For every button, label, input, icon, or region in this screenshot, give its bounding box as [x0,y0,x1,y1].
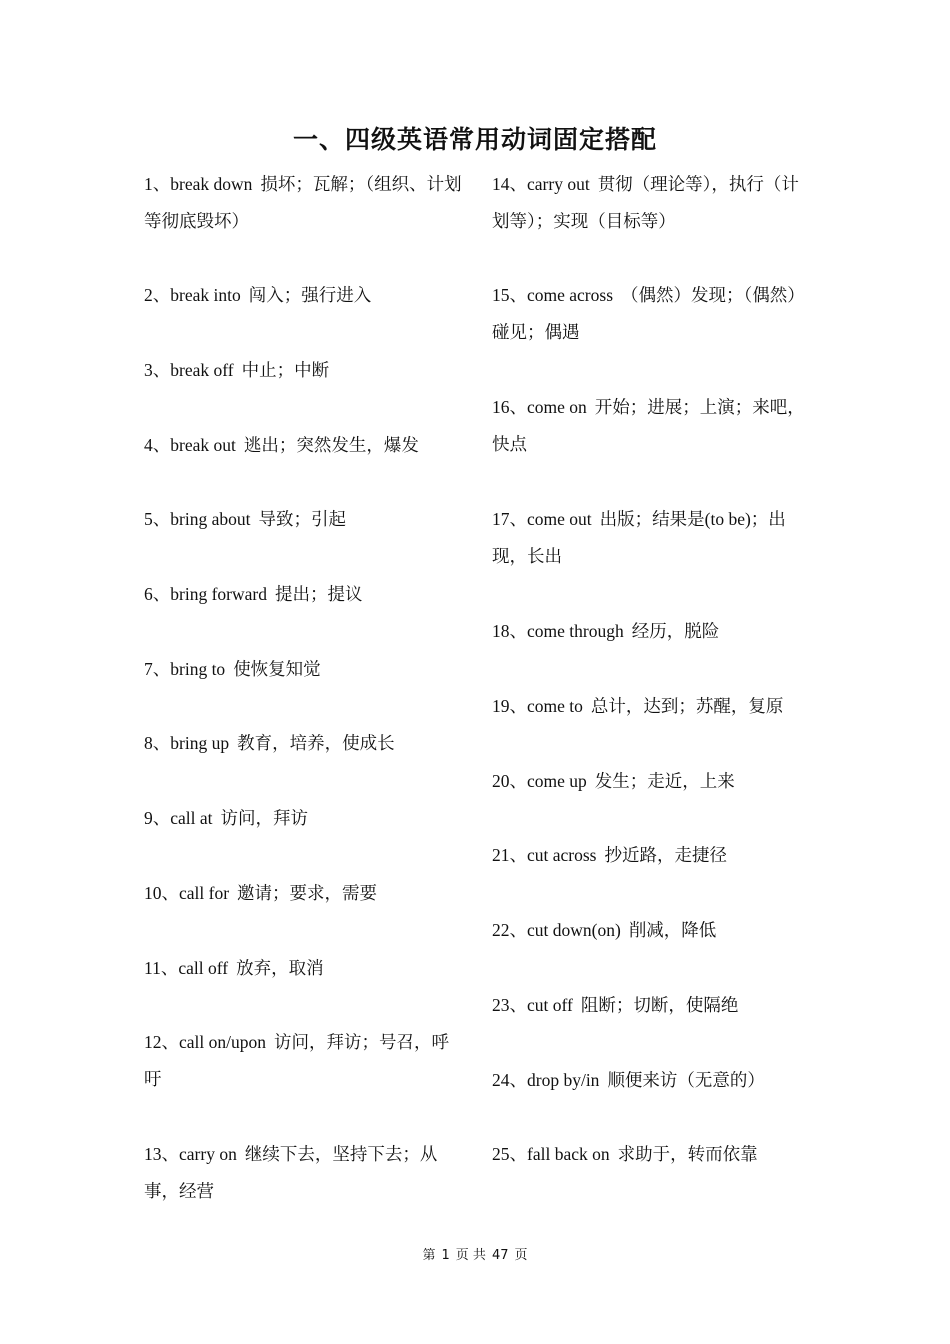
page-title: 一、四级英语常用动词固定搭配 [292,127,657,154]
list-item [144,427,466,464]
entry-term: bring to [170,659,226,679]
entry-number: 20、 [492,771,527,791]
entry-meaning: 削减，降低 [628,920,717,940]
entry-meaning: 顺便来访（无意的） [607,1070,765,1090]
entry-meaning: 贯彻（理论等），执行（计划等）；实现（目标等） [492,174,799,231]
entry-meaning: 中止；中断 [241,360,330,380]
footer-page-number: 1 [441,1248,450,1263]
entry-term: come out [527,509,592,529]
entry-meaning: 访问，拜访；号召，呼吁 [144,1032,449,1089]
entry-meaning: 出版；结果是(to be)；出现，长出 [492,509,786,566]
page-footer [0,1244,950,1263]
footer-middle: 页 共 [455,1248,486,1263]
entry-number: 14、 [492,174,527,194]
entry-term: break into [170,285,241,305]
entry-number: 11、 [144,958,179,978]
entry-meaning: 提出；提议 [274,584,363,604]
entry-number: 25、 [492,1144,527,1164]
entry-number: 23、 [492,995,527,1015]
entry-term: come to [527,696,583,716]
entry-term: call at [170,808,213,828]
entry-number: 18、 [492,621,527,641]
list-item [144,576,466,613]
entry-number: 17、 [492,509,527,529]
list-item [144,800,466,837]
list-item [492,277,810,351]
entry-term: call off [178,958,229,978]
entry-number: 10、 [144,883,179,903]
entry-term: bring up [170,733,230,753]
entry-number: 9、 [144,808,171,828]
list-item [144,651,466,688]
entry-number: 16、 [492,397,527,417]
list-item [144,501,466,538]
entry-term: cut off [527,995,573,1015]
entry-number: 15、 [492,285,527,305]
list-item [492,688,810,725]
entry-meaning: 抄近路，走捷径 [604,845,727,865]
entry-term: come through [527,621,624,641]
entry-meaning: 使恢复知觉 [233,659,321,679]
entry-term: carry on [179,1144,237,1164]
entry-number: 6、 [144,584,171,604]
entry-meaning: 求助于，转而依靠 [617,1144,758,1164]
footer-suffix: 页 [514,1248,528,1263]
list-item [492,987,810,1024]
entry-term: come up [527,771,587,791]
list-item [144,875,466,912]
entry-term: carry out [527,174,590,194]
entry-meaning: 放弃，取消 [236,958,324,978]
entry-term: drop by/in [527,1070,600,1090]
entry-meaning: 开始；进展；上演；来吧，快点 [492,397,805,454]
footer-prefix: 第 [422,1248,436,1263]
entry-term: call on/upon [179,1032,266,1052]
entry-number: 21、 [492,845,527,865]
entry-number: 8、 [144,733,171,753]
entry-term: come on [527,397,587,417]
entry-meaning: 总计，达到；苏醒，复原 [590,696,784,716]
entry-number: 5、 [144,509,171,529]
entry-meaning: 邀请；要求，需要 [237,883,378,903]
entry-number: 7、 [144,659,171,679]
list-item [144,1024,466,1098]
entry-term: fall back on [527,1144,610,1164]
entry-meaning: 发生；走近，上来 [594,771,735,791]
list-item [144,352,466,389]
entry-term: cut across [527,845,597,865]
entry-term: bring forward [170,584,267,604]
entry-number: 4、 [144,435,171,455]
list-item [492,837,810,874]
entry-meaning: 闯入；强行进入 [248,285,372,305]
footer-total-pages: 47 [491,1248,509,1263]
entry-number: 12、 [144,1032,179,1052]
entry-number: 3、 [144,360,171,380]
list-item [492,613,810,650]
entry-meaning: 教育，培养，使成长 [237,733,395,753]
list-item [492,166,810,240]
entry-term: call for [179,883,230,903]
entry-meaning: 经历，脱险 [631,621,720,641]
list-item [144,1136,466,1210]
entry-term: bring about [170,509,251,529]
list-item [144,166,466,240]
entry-number: 22、 [492,920,527,940]
entry-meaning: 访问，拜访 [220,808,309,828]
entry-term: cut down(on) [527,920,621,940]
entry-number: 24、 [492,1070,527,1090]
entry-term: come across [527,285,614,305]
entry-number: 1、 [144,174,171,194]
list-item [492,501,810,575]
entry-number: 2、 [144,285,171,305]
entry-meaning: 逃出；突然发生，爆发 [243,435,419,455]
entry-term: break out [170,435,236,455]
list-item [144,725,466,762]
entry-meaning: 继续下去，坚持下去；从事，经营 [144,1144,438,1201]
entry-meaning: 损坏；瓦解；（组织、计划等彻底毁坏） [144,174,462,231]
entry-term: break off [170,360,234,380]
list-item [144,950,466,987]
entry-meaning: （偶然）发现；（偶然）碰见；偶遇 [492,285,805,342]
list-item [492,912,810,949]
entry-number: 13、 [144,1144,179,1164]
list-item [144,277,466,314]
list-item [492,763,810,800]
list-item [492,1062,810,1099]
entry-number: 19、 [492,696,527,716]
entry-term: break down [170,174,253,194]
entry-meaning: 导致；引起 [258,509,346,529]
entry-meaning: 阻断；切断，使隔绝 [580,995,739,1015]
list-item [492,1136,810,1173]
list-item [492,389,810,463]
